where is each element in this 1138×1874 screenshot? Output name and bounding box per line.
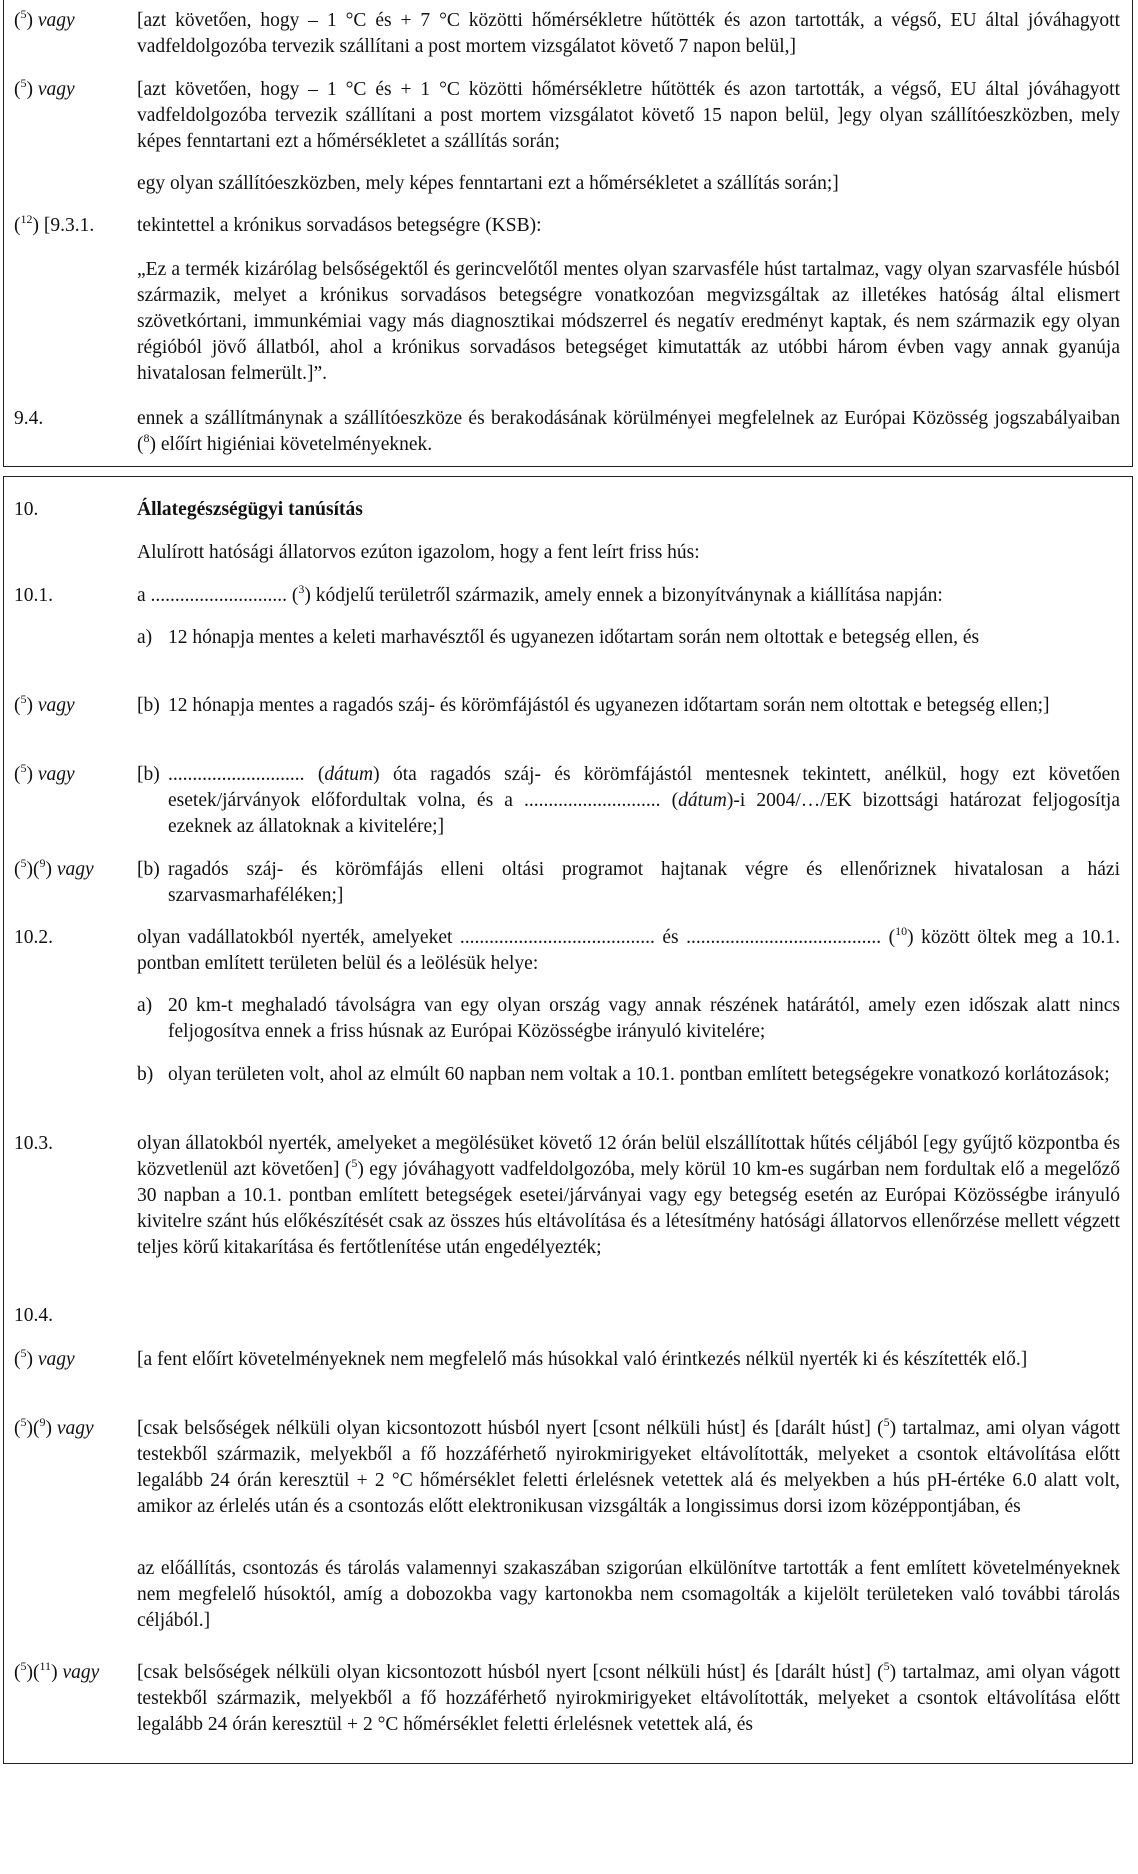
section-number: 10.4. [14, 1305, 53, 1326]
entry-text: [azt követően, hogy – 1 °C és + 7 °C közötti hőmérsékletre hűtötték és azon tartották, a végső, EU által jóváhagyott vadfeldolgozóba tervezik szállítani a post mortem vizsgálatot követő 7 napon belül,] [137, 10, 1120, 57]
section-number: 10. [14, 499, 39, 520]
item-marker: [b) [137, 859, 160, 880]
section-title: Állategészségügyi tanúsítás [137, 499, 363, 520]
entry-label: ($^5$) vagy [14, 75, 75, 100]
entry-label: ($^{12}$) [9.3.1. [14, 211, 95, 236]
item-marker: [b) [137, 695, 160, 716]
item-text: ragadós száj- és körömfájás elleni oltási programot hajtanak végre és ellenőriznek hivatalosan a házi szarvasmarhaféléken;] [168, 859, 1120, 906]
item-text: olyan területen volt, ahol az elmúlt 60 napban nem voltak a 10.1. pontban említett betegségekre vonatkozó korlátozások; [168, 1064, 1110, 1085]
item-marker: a) [137, 995, 153, 1016]
entry-label: ($^5$)($^9$) vagy [14, 855, 94, 880]
entry-text: a ............................ ($^3$) kódjelű területről származik, amely ennek a bizonyítványnak a kiállítása napján: [137, 581, 943, 606]
section-number: 9.4. [14, 408, 44, 429]
entry-label: ($^5$) vagy [14, 6, 75, 31]
item-text: 12 hónapja mentes a ragadós száj- és körömfájástól és ugyanezen időtartam során nem oltottak e betegség ellen;] [168, 695, 1050, 716]
entry-text: [a fent előírt követelményeknek nem megfelelő más húsokkal való érintkezés nélkül nyerték ki és készítették elő.] [137, 1349, 1028, 1370]
item-text: ............................ (dátum) óta ragadós száj- és körömfájástól mentesnek tekintett, anélkül, hogy ezt követően esetek/járványok előfordultak volna, és a ............................ (dátum)-i 2004/…/EK bizottsági határozat feljogosítja ezeknek az állatoknak a kivitelére;] [168, 764, 1120, 837]
entry-label: ($^5$)($^9$) vagy [14, 1414, 94, 1439]
entry-text: olyan állatokból nyerték, amelyeket a megölésüket követő 12 órán belül elszállítottak hűtés céljából [egy gyűjtő központba és közvetlenül azt követően] ($^5$) egy jóváhagyott vadfeldolgozóba, mely körül 10 km-es sugárban nem fordultak elő a megelőző 30 napban a 10.1. pontban említett betegségek esetei/járványai vagy egy betegség esetén az Európai Közösségbe irányuló kivitelre szánt hús előkészítését csak az összes hús eltávolítása és a létesítmény hatósági állatorvos ellenőrzése mellett végzett teljes körű kitakarítása és fertőtlenítése után engedélyezték; [137, 1133, 1120, 1258]
section-number: 10.1. [14, 585, 53, 606]
entry-label: ($^5$) vagy [14, 760, 75, 785]
entry-text: az előállítás, csontozás és tárolás valamennyi szakaszában szigorúan elkülönítve tartották a fent említett követelményeknek nem megfelelő húsoktól, amíg a dobozokba vagy kartonokba nem csomagolták a kijelölt területeken való további tárolás céljából.] [137, 1558, 1120, 1631]
entry-text: [azt követően, hogy – 1 °C és + 1 °C közötti hőmérsékletre hűtötték és azon tartották, a végső, EU által jóváhagyott vadfeldolgozóba tervezik szállítani a post mortem vizsgálatot követő 15 napon belül, ]egy olyan szállítóeszközben, mely képes fenntartani ezt a hőmérsékletet a szállítás során; [137, 79, 1120, 152]
entry-text: olyan vadállatokból nyerték, amelyeket ........................................ és ........................................ ($^{10}$) között öltek meg a 10.1. pontban említett területen belül és a leölésük helye: [137, 923, 1120, 974]
entry-text: [csak belsőségek nélküli olyan kicsontozott húsból nyert [csont nélküli húst] és [darált húst] ($^5$) tartalmaz, ami olyan vágott testekből származik, melyekből a fő hozzáférhető nyirokmirigyeket eltávolították, melyeket a csontok eltávolítása előtt legalább 24 órán keresztül + 2 °C hőmérséklet feletti érlelésnek vetettek alá és melyekben a hús pH-értéke 6.0 alatt volt, amikor az érlelés után és a csontozás előtt elektronikusan vizsgálták a longissimus dorsi izom középpontjában, és [137, 1414, 1121, 1517]
item-text: 20 km-t meghaladó távolságra van egy olyan ország vagy annak részének határától, amely ezen időszak alatt nincs feljogosítva ennek a friss húsnak az Európai Közösségbe irányuló kivitelére; [168, 995, 1120, 1042]
entry-text: egy olyan szállítóeszközben, mely képes fenntartani ezt a hőmérsékletet a szállítás során;] [137, 173, 839, 194]
entry-label: ($^5$)($^{11}$) vagy [14, 1658, 100, 1683]
quoted-statement: „Ez a termék kizárólag belsőségektől és gerincvelőtől mentes olyan szarvasféle húst tartalmaz, vagy olyan szarvasféle húsból származik, melyet a krónikus sorvadásos betegségre vonatkozóan megvizsgáltak az illetékes hatóság által elismert szövetkórtani, immunkémiai vagy más diagnosztikai módszerrel és negatív eredményt kaptak, és nem származik egy olyan régióból jövő állatból, ahol a krónikus sorvadásos betegséget kimutatták az utóbbi három évben vagy annak gyanúja hivatalosan felmerült.]”. [137, 259, 1120, 384]
item-marker: b) [137, 1064, 154, 1085]
item-marker: [b) [137, 764, 160, 785]
entry-text: [csak belsőségek nélküli olyan kicsontozott húsból nyert [csont nélküli húst] és [darált húst] ($^5$) tartalmaz, ami olyan vágott testekből származik, melyekből a fő hozzáférhető nyirokmirigyeket eltávolították, melyeket a csontok eltávolítása előtt legalább 24 órán keresztül + 2 °C hőmérséklet feletti érlelésnek vetettek alá, és [137, 1658, 1121, 1735]
section-number: 10.3. [14, 1133, 53, 1154]
item-marker: a) [137, 627, 153, 648]
entry-text: ennek a szállítmánynak a szállítóeszköze és berakodásának körülményei megfelelnek az Európai Közösség jogszabályaiban ($^8$) előírt higiéniai követelményeknek. [137, 408, 1120, 455]
entry-label: ($^5$) vagy [14, 1345, 75, 1370]
section-number: 10.2. [14, 927, 53, 948]
item-text: 12 hónapja mentes a keleti marhavésztől és ugyanezen időtartam során nem oltottak e betegség ellen, és [168, 627, 980, 648]
intro-text: Alulírott hatósági állatorvos ezúton igazolom, hogy a fent leírt friss hús: [137, 542, 700, 563]
entry-label: ($^5$) vagy [14, 691, 75, 716]
entry-text: tekintettel a krónikus sorvadásos betegségre (KSB): [137, 215, 542, 236]
